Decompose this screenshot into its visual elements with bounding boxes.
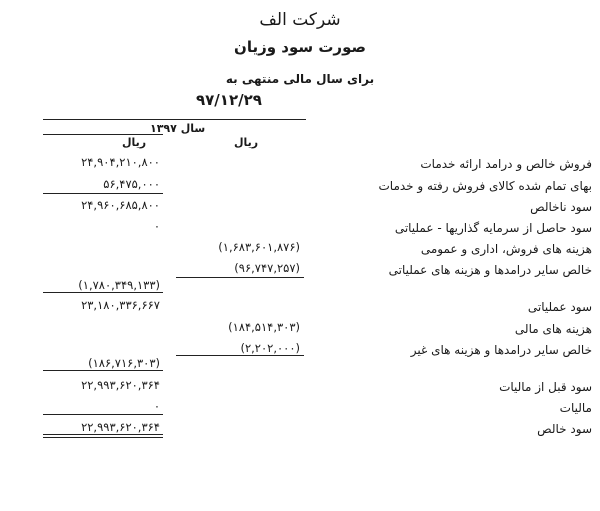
report-title: صورت سود وزیان xyxy=(234,38,366,56)
row-total: ۲۲,۹۹۳,۶۲۰,۳۶۴ xyxy=(81,420,160,434)
row-label: فروش خالص و درامد ارائه خدمات xyxy=(420,157,592,171)
row-label: هزینه های مالی xyxy=(514,322,592,336)
subtotal-rule xyxy=(176,277,304,278)
row-total: ۲۳,۱۸۰,۳۳۶,۶۶۷ xyxy=(81,298,160,312)
row-label: هزینه های فروش، اداری و عمومی xyxy=(420,242,592,256)
period-label: برای سال مالی منتهی به xyxy=(225,72,375,86)
row-label: مالیات xyxy=(559,401,592,415)
unit-header-total: ریال xyxy=(122,136,147,149)
row-total: ۲۲,۹۹۳,۶۲۰,۳۶۴ xyxy=(81,378,160,392)
row-detail: (۱۸۴,۵۱۴,۳۰۳) xyxy=(228,320,300,334)
row-label: خالص سایر درامدها و هزینه های غیر xyxy=(410,343,592,357)
subtotal-rule xyxy=(43,193,163,194)
row-detail: (۱,۶۸۳,۶۰۱,۸۷۶) xyxy=(218,240,300,254)
row-total: ۲۴,۹۶۰,۶۸۵,۸۰۰ xyxy=(81,198,160,212)
table-top-rule xyxy=(43,119,306,120)
period-end-date: ۹۷/۱۲/۲۹ xyxy=(196,91,262,109)
row-total: ۵۶,۴۷۵,۰۰۰ xyxy=(103,177,160,191)
year-underline xyxy=(43,134,163,135)
row-label: خالص سایر درامدها و هزینه های عملیاتی xyxy=(388,263,592,277)
row-detail: (۲,۲۰۲,۰۰۰) xyxy=(240,341,300,355)
row-label: سود قبل از مالیات xyxy=(499,380,592,394)
subtotal-rule xyxy=(43,370,163,371)
row-label: بهای تمام شده کالای فروش رفته و خدمات xyxy=(378,179,592,193)
company-name: شرکت الف xyxy=(259,10,341,30)
row-total: ۰ xyxy=(153,399,160,413)
row-total: ۰ xyxy=(153,219,160,233)
row-total: (۱۸۶,۷۱۶,۳۰۳) xyxy=(88,356,160,370)
year-column-header: سال ۱۳۹۷ xyxy=(150,122,206,135)
subtotal-rule xyxy=(176,355,304,356)
subtotal-rule xyxy=(43,292,163,293)
row-label: سود خالص xyxy=(537,422,592,436)
row-total: ۲۴,۹۰۴,۲۱۰,۸۰۰ xyxy=(81,155,160,169)
net-income-double-rule xyxy=(43,434,163,438)
row-total: (۱,۷۸۰,۳۴۹,۱۳۳) xyxy=(78,278,160,292)
row-label: سود ناخالص xyxy=(530,200,592,214)
row-label: سود حاصل از سرمایه گذاریها - عملیاتی xyxy=(394,221,592,235)
unit-header-detail: ریال xyxy=(234,136,259,149)
row-label: سود عملیاتی xyxy=(527,300,592,314)
row-detail: (۹۶,۷۴۷,۲۵۷) xyxy=(234,261,300,275)
subtotal-rule xyxy=(43,414,163,415)
